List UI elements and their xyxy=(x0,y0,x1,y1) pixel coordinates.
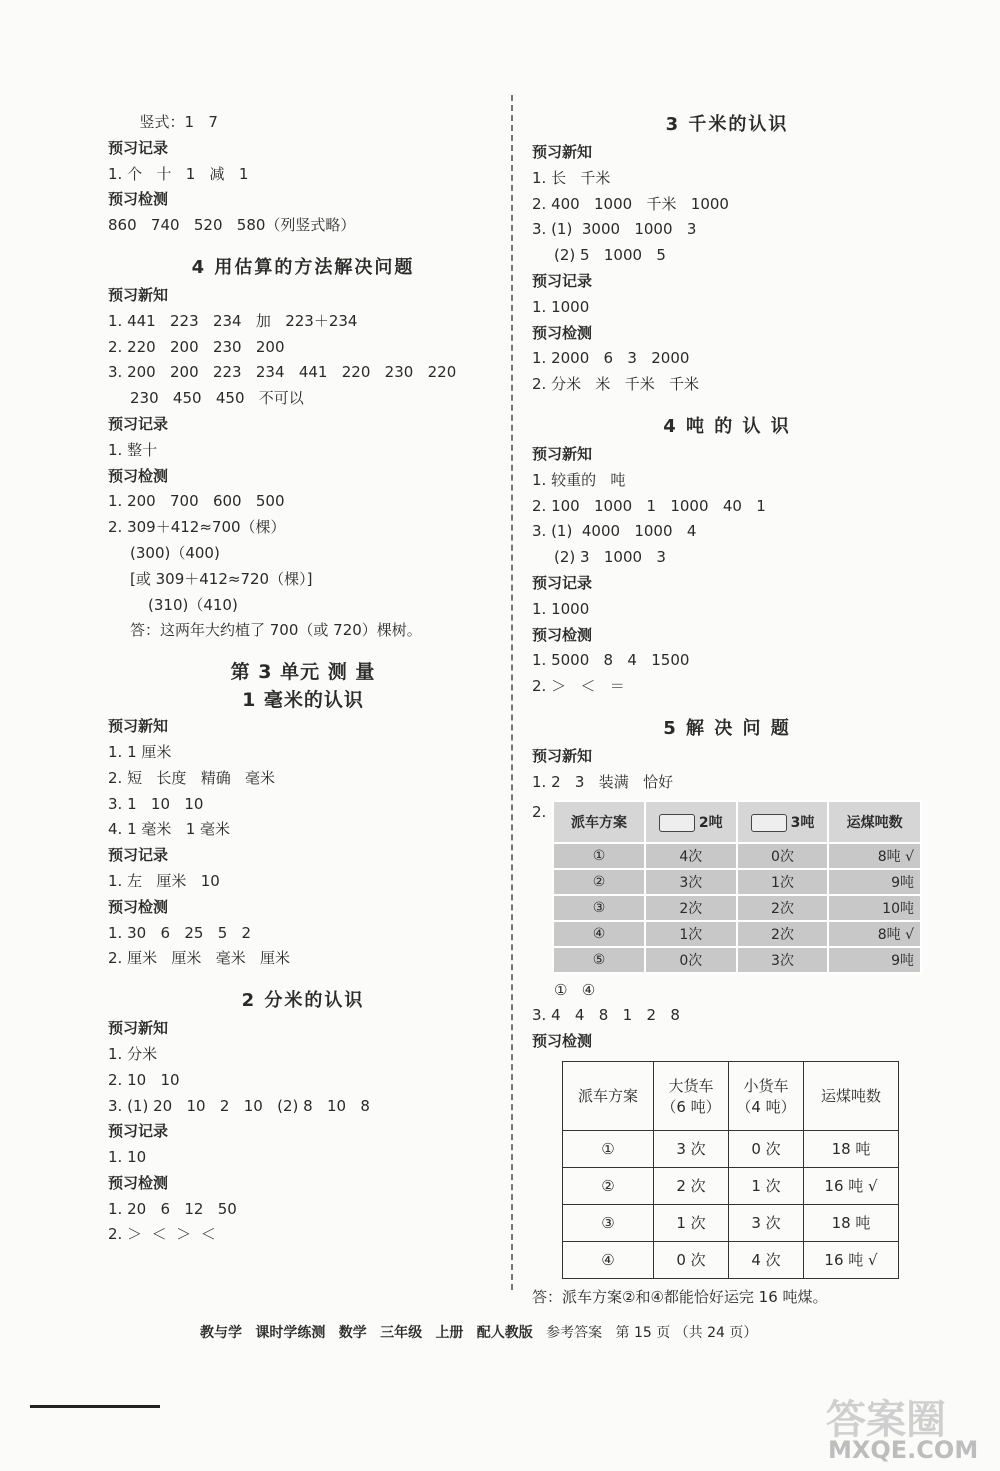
section-spacer xyxy=(532,700,922,714)
table-cell: 2次 xyxy=(645,895,737,921)
table-cell: 8吨 √ xyxy=(828,921,921,947)
page-footer xyxy=(200,1322,757,1342)
section-spacer xyxy=(108,239,498,253)
table-cell: 3 次 xyxy=(654,1130,729,1167)
answer-line: 1. 1 厘米 xyxy=(108,742,172,761)
answer-line: (310)（410) xyxy=(148,595,238,614)
subsection-heading: 预习检测 xyxy=(108,466,169,485)
table-row xyxy=(553,947,921,973)
answer-line: 1. 200 700 600 500 xyxy=(108,492,285,511)
subsection-heading: 预习记录 xyxy=(532,573,593,592)
subsection-heading: 预习记录 xyxy=(108,414,169,433)
table-cell: 3次 xyxy=(645,869,737,895)
answer-line: (2) 3 1000 3 xyxy=(554,548,666,567)
answer-line: 2. ＞ ＜ ＞ ＜ xyxy=(108,1225,216,1244)
subsection-heading: 预习检测 xyxy=(532,1032,593,1051)
answer-line: 3. 4 4 8 1 2 8 xyxy=(532,1006,680,1025)
table-row xyxy=(553,921,921,947)
table-row xyxy=(553,895,921,921)
answer-line: 860 740 520 580（列竖式略） xyxy=(108,216,356,235)
table-header: 小货车 （4 吨） xyxy=(729,1061,804,1130)
table-header: 大货车 （6 吨） xyxy=(654,1061,729,1130)
table-cell: ① xyxy=(563,1130,654,1167)
table-cell: 9吨 xyxy=(828,869,921,895)
table-cell: ② xyxy=(563,1167,654,1204)
truck-icon xyxy=(659,814,695,832)
answer-line: 2. 厘米 厘米 毫米 厘米 xyxy=(108,949,290,968)
answer-line: 1. 长 千米 xyxy=(532,168,611,187)
answer-line: 3. (1) 20 10 2 10 (2) 8 10 8 xyxy=(108,1096,370,1115)
table-header xyxy=(828,801,921,843)
answer-line: 2. 100 1000 1 1000 40 1 xyxy=(532,496,766,515)
watermark-site: MXQE.COM xyxy=(828,1436,979,1464)
table-cell: 1次 xyxy=(645,921,737,947)
table-cell: 8吨 √ xyxy=(828,843,921,869)
table-cell: 3次 xyxy=(737,947,829,973)
header-label: 3吨 xyxy=(790,814,815,831)
table-row xyxy=(553,843,921,869)
section-title: 2 分米的认识 xyxy=(241,990,365,1012)
subsection-heading: 预习检测 xyxy=(108,1173,169,1192)
subsection-heading: 预习新知 xyxy=(532,444,593,463)
answer-line: 3. (1) 3000 1000 3 xyxy=(532,220,697,239)
table-cell: 0 次 xyxy=(654,1241,729,1278)
unit-title: 第 3 单元 测 量 xyxy=(230,661,376,684)
answer-line: 1. 整十 xyxy=(108,440,158,459)
answer-line: 1. 1000 xyxy=(532,599,590,618)
table-cell: 16 吨 √ xyxy=(804,1167,899,1204)
answer-line: 1. 较重的 吨 xyxy=(532,470,626,489)
table-cell: ④ xyxy=(553,921,645,947)
table-cell: 9吨 xyxy=(828,947,921,973)
table-cell: 0 次 xyxy=(729,1130,804,1167)
answer-line: 3. 1 10 10 xyxy=(108,794,204,813)
right-column xyxy=(532,110,922,1311)
footer-answers: 参考答案 xyxy=(546,1325,603,1341)
header-label: 运煤吨数 xyxy=(846,814,903,831)
answer-line: 1. 左 厘米 10 xyxy=(108,871,220,890)
section-title: 4 吨 的 认 识 xyxy=(663,415,791,437)
table-cell: 4 次 xyxy=(729,1241,804,1278)
table-cell: ③ xyxy=(553,895,645,921)
answer-line: 1. 20 6 12 50 xyxy=(108,1199,237,1218)
footer-volume: 上册 xyxy=(435,1325,464,1341)
table-cell: ⑤ xyxy=(553,947,645,973)
table-cell: 2次 xyxy=(737,895,829,921)
unit-title: 1 毫米的认识 xyxy=(242,689,364,712)
table-cell: 3 次 xyxy=(729,1204,804,1241)
answer-line: 3. 200 200 223 234 441 220 230 220 xyxy=(108,363,457,382)
subsection-heading: 预习检测 xyxy=(532,625,593,644)
table-cell: 10吨 xyxy=(828,895,921,921)
subsection-heading: 预习检测 xyxy=(532,323,593,342)
answer-line: 2. ＞ ＜ ＝ xyxy=(532,677,625,696)
table-row xyxy=(563,1241,899,1278)
answer-line: 2. 短 长度 精确 毫米 xyxy=(108,768,275,787)
section-title: 4 用估算的方法解决问题 xyxy=(191,256,415,278)
subsection-heading: 预习新知 xyxy=(108,717,169,736)
table1-label: 2. xyxy=(532,802,547,821)
footer-book: 课时学练测 xyxy=(255,1325,326,1341)
table-cell: 0次 xyxy=(737,843,829,869)
table-cell: ② xyxy=(553,869,645,895)
table-row xyxy=(563,1130,899,1167)
answer-line: 2. 400 1000 千米 1000 xyxy=(532,194,729,213)
table-cell: 1 次 xyxy=(654,1204,729,1241)
column-divider xyxy=(511,95,513,1290)
section-spacer xyxy=(532,398,922,412)
table-row xyxy=(553,869,921,895)
truck-plan-table-2 xyxy=(562,1061,899,1279)
answer-line: 竖式：1 7 xyxy=(130,113,218,131)
truck-icon xyxy=(751,814,787,832)
answer-line: 1. 1000 xyxy=(532,297,590,316)
answer-line: 2. 分米 米 千米 千米 xyxy=(532,375,699,394)
table-cell: 1次 xyxy=(737,869,829,895)
truck-plan-table xyxy=(552,800,922,974)
table1-block xyxy=(532,800,922,974)
table-cell: 1 次 xyxy=(729,1167,804,1204)
answer-line: 3. (1) 4000 1000 4 xyxy=(532,522,697,541)
section-spacer xyxy=(108,644,498,658)
table-cell: 2 次 xyxy=(654,1167,729,1204)
subsection-heading: 预习记录 xyxy=(108,1122,169,1141)
table-header: 运煤吨数 xyxy=(804,1061,899,1130)
table-header xyxy=(737,801,829,843)
subsection-heading: 预习记录 xyxy=(108,138,169,157)
subsection-heading: 预习检测 xyxy=(108,190,169,209)
subsection-heading: 预习新知 xyxy=(532,746,593,765)
answer-line: 1. 2000 6 3 2000 xyxy=(532,349,690,368)
answer-line: 1. 30 6 25 5 2 xyxy=(108,923,252,942)
left-column xyxy=(108,110,498,1248)
table-cell: ④ xyxy=(563,1241,654,1278)
subsection-heading: 预习记录 xyxy=(532,271,593,290)
table-cell: 2次 xyxy=(737,921,829,947)
subsection-heading: 预习检测 xyxy=(108,897,169,916)
answer-line: 4. 1 毫米 1 毫米 xyxy=(108,820,231,839)
answer-line: 230 450 450 不可以 xyxy=(130,389,304,408)
footer-grade: 三年级 xyxy=(380,1325,423,1341)
section-title: 5 解 决 问 题 xyxy=(663,717,791,739)
answer-line: 1. 10 xyxy=(108,1148,147,1167)
bottom-rule xyxy=(30,1405,160,1408)
table-cell: 4次 xyxy=(645,843,737,869)
answer-line: 2. 10 10 xyxy=(108,1070,180,1089)
header-label: 2吨 xyxy=(698,814,723,831)
table-cell: ① xyxy=(553,843,645,869)
subsection-heading: 预习记录 xyxy=(108,846,169,865)
answer-line: [或 309＋412≈720（棵）] xyxy=(130,569,313,588)
subsection-heading: 预习新知 xyxy=(108,1019,169,1038)
header-label: 派车方案 xyxy=(570,814,627,831)
table-cell: 18 吨 xyxy=(804,1204,899,1241)
answer-line: ① ④ xyxy=(554,980,596,999)
answer-line: (300)（400) xyxy=(130,543,220,562)
table-header xyxy=(645,801,737,843)
answer-line: 1. 2 3 装满 恰好 xyxy=(532,772,674,791)
answer-line: 1. 分米 xyxy=(108,1044,158,1063)
table-cell: 0次 xyxy=(645,947,737,973)
footer-series: 教与学 xyxy=(200,1325,242,1341)
subsection-heading: 预习新知 xyxy=(532,143,593,161)
answer-line: 答：派车方案②和④都能恰好运完 16 吨煤。 xyxy=(532,1287,828,1306)
answer-line: 1. 个 十 1 减 1 xyxy=(108,164,249,183)
section-title: 3 千米的认识 xyxy=(665,114,789,135)
table-cell: 18 吨 xyxy=(804,1130,899,1167)
table-cell: 16 吨 √ xyxy=(804,1241,899,1278)
table-row xyxy=(563,1167,899,1204)
footer-subject: 数学 xyxy=(338,1325,367,1341)
section-spacer xyxy=(108,972,498,986)
footer-page-number: 第 15 页 （共 24 页） xyxy=(615,1325,758,1341)
table-header xyxy=(553,801,645,843)
table-cell: ③ xyxy=(563,1204,654,1241)
subsection-heading: 预习新知 xyxy=(108,285,169,304)
table-header: 派车方案 xyxy=(563,1061,654,1130)
answer-line: 2. 220 200 230 200 xyxy=(108,337,285,356)
answer-line: 2. 309＋412≈700（棵） xyxy=(108,518,286,537)
watermark-logo: 答案圈 xyxy=(826,1397,946,1443)
answer-line: 1. 5000 8 4 1500 xyxy=(532,651,690,670)
footer-edition: 配人教版 xyxy=(476,1325,533,1341)
answer-line: 1. 441 223 234 加 223＋234 xyxy=(108,311,358,330)
table-row xyxy=(563,1204,899,1241)
answer-line: (2) 5 1000 5 xyxy=(554,246,666,265)
answer-line: 答：这两年大约植了 700（或 720）棵树。 xyxy=(130,621,422,640)
